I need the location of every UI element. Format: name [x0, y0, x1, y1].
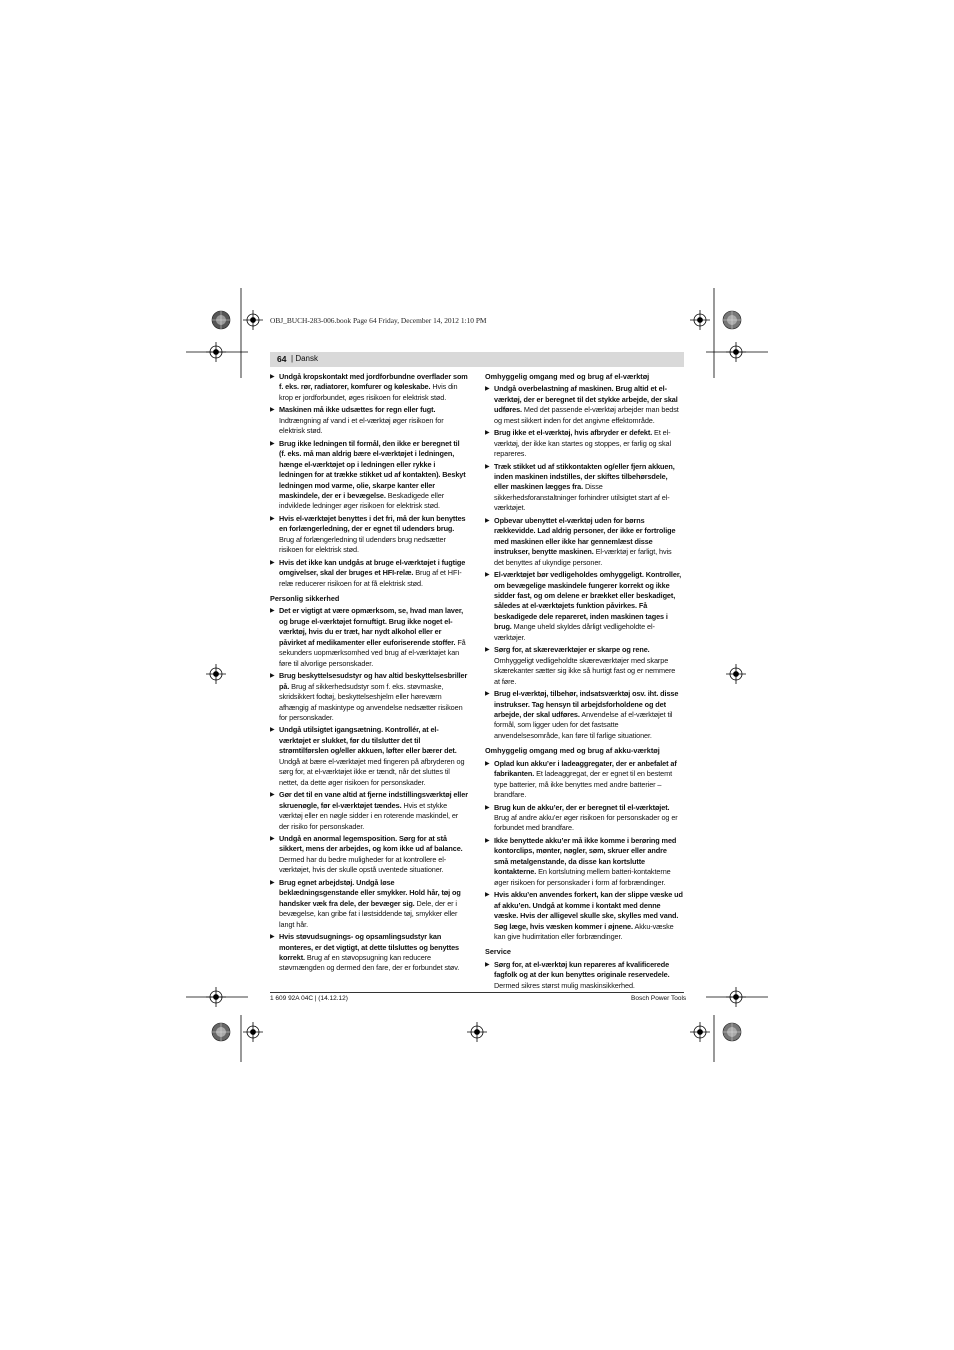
- item-explanation-text: Hvis et stykke værktøj eller en nøgle sidder i en roterende maskindel, er der risiko for personskader.: [279, 800, 459, 831]
- triangle-right-icon: ▶: [270, 727, 275, 734]
- color-target-icon: [722, 310, 742, 330]
- item-warning-text: Brug el-værktøj, tilbehør, indsatsværktøj osv. iht. disse instrukser. Tag hensyn til arbejdsforholdene og det arbejde, der skal udføres.: [494, 689, 679, 719]
- item-explanation-text: Indtrængning af vand i et el-værktøj øger risikoen for elektrisk stød.: [279, 415, 444, 436]
- item-warning-text: Brug ikke ledningen til formål, den ikke er beregnet til (f. eks. må man aldrig bære el-værktøjet i ledningen, hænge el-værktøjet op i ledningen eller rykke i ledningen for at trække stikket ud af kontakten). Beskyt ledningen mod varme, olie, skarpe kanter eller maskindele, der er i bevægelse.: [279, 438, 466, 500]
- item-explanation-text: Dermed sikres størst mulig maskinsikkerhed.: [494, 980, 635, 990]
- item-explanation-text: Et el-værktøj, der ikke kan startes og stoppes, er farlig og skal repareres.: [494, 428, 672, 459]
- safety-item: [270, 514, 468, 556]
- safety-item: [270, 558, 468, 589]
- registration-mark-icon: [690, 310, 710, 330]
- item-explanation-text: Brug af andre akku’er øger risikoen for personskader og er forbundet med brandfare.: [494, 813, 678, 833]
- footer-doc-id: 1 609 92A 04C | (14.12.12): [270, 995, 348, 1002]
- section-heading: Omhyggelig omgang med og brug af akku-værktøj: [485, 746, 660, 756]
- section-heading: Service: [485, 947, 511, 957]
- triangle-right-icon: ▶: [485, 386, 490, 393]
- footer-rule: [270, 992, 684, 993]
- safety-item: [485, 384, 683, 426]
- triangle-right-icon: ▶: [270, 407, 275, 414]
- triangle-right-icon: ▶: [270, 374, 275, 380]
- item-warning-text: Hvis støvudsugnings- og opsamlingsudstyr kan monteres, er det vigtigt, at dette tilsluttes og benyttes korrekt.: [279, 932, 459, 962]
- item-warning-text: Det er vigtigt at være opmærksom, se, hvad man laver, og bruge el-værktøjet fornuftigt. Brug ikke noget el-værktøj, hvis du er træt, har nydt alkohol eller er påvirket af medikamenter eller euforiserende stoffer.: [279, 606, 464, 647]
- item-warning-text: Undgå overbelastning af maskinen. Brug altid et el-værktøj, der er beregnet til det stykke arbejde, der skal udføres.: [494, 384, 678, 415]
- safety-item: [270, 878, 468, 930]
- safety-item: [270, 439, 468, 512]
- safety-item: [485, 462, 683, 514]
- triangle-right-icon: ▶: [485, 837, 490, 844]
- triangle-right-icon: ▶: [270, 673, 275, 680]
- triangle-right-icon: ▶: [485, 961, 490, 968]
- triangle-right-icon: ▶: [270, 440, 275, 447]
- triangle-right-icon: ▶: [270, 559, 275, 566]
- item-explanation-text: Brug af sikkerhedsudstyr som f. eks. støvmaske, skridsikkert fodtøj, beskyttelseshjelm eller høreværn afhængig af maskintype og anvendelse nedsætter risikoen for personskader.: [279, 681, 463, 722]
- safety-item: [485, 960, 683, 991]
- safety-item: [485, 759, 683, 801]
- triangle-right-icon: ▶: [270, 792, 275, 799]
- registration-mark-icon: [690, 1022, 710, 1042]
- left-column: [270, 372, 468, 976]
- item-warning-text: El-værktøjet bør vedligeholdes omhyggeligt. Kontroller, om bevægelige maskindele fungerer korrekt og ikke sidder fast, og om delene er brækket eller beskadiget, således at el-værktøjets funktion påvirkes. Få beskadigede dele repareret, inden maskinen tages i brug.: [494, 570, 682, 632]
- item-explanation-text: Få sekunders uopmærksomhed ved brug af el-værktøjet kan føre til alvorlige personskader.: [279, 637, 466, 668]
- safety-item: [485, 516, 683, 568]
- item-warning-text: Brug egnet arbejdstøj. Undgå løse beklædningsgenstande eller smykker. Hold hår, tøj og handsker væk fra dele, der bevæger sig.: [279, 877, 461, 908]
- safety-item: [485, 689, 683, 741]
- color-target-icon: [211, 1022, 231, 1042]
- triangle-right-icon: ▶: [485, 517, 490, 524]
- item-explanation-text: Med det passende el-værktøj arbejder man bedst og mest sikkert inden for det angivne effektområde.: [494, 405, 679, 425]
- registration-mark-icon: [243, 1022, 263, 1042]
- item-warning-text: Brug beskyttelsesudstyr og hav altid beskyttelsesbriller på.: [279, 671, 468, 691]
- registration-mark-icon: [726, 987, 746, 1007]
- triangle-right-icon: ▶: [485, 572, 490, 579]
- triangle-right-icon: ▶: [270, 934, 275, 941]
- triangle-right-icon: ▶: [270, 835, 275, 842]
- item-explanation-text: Disse sikkerhedsforanstaltninger forhindrer utilsigtet start af el-værktøjet.: [494, 482, 670, 513]
- item-warning-text: Opbevar ubenyttet el-værktøj uden for børns rækkevidde. Lad aldrig personer, der ikke er fortrolige med maskinen eller ikke har gennemlæst disse instrukser, benytte maskinen.: [494, 515, 676, 557]
- file-slug: OBJ_BUCH-283-006.book Page 64 Friday, December 14, 2012 1:10 PM: [270, 316, 487, 325]
- page-number: 64: [277, 354, 287, 364]
- item-explanation-text: Dermed har du bedre muligheder for at kontrollere el-værktøjet, hvis der skulle opstå uventede situationer.: [279, 854, 447, 875]
- safety-item: [485, 803, 683, 834]
- safety-item: [270, 834, 468, 876]
- item-warning-text: Brug ikke et el-værktøj, hvis afbryder er defekt.: [494, 428, 653, 438]
- item-warning-text: Hvis el-værktøjet benyttes i det fri, må der kun benyttes en forlængerledning, der er egnet til udendørs brug.: [279, 513, 466, 534]
- item-warning-text: Maskinen må ikke udsættes for regn eller fugt.: [279, 405, 436, 415]
- item-explanation-text: Anvendelse af el-værktøjet til formål, som ligger uden for det fastsatte anvendelsesområde, kan føre til farlige situationer.: [494, 710, 673, 740]
- registration-mark-icon: [243, 310, 263, 330]
- item-explanation-text: Dele, der er i bevægelse, kan gribe fat i løstsiddende tøj, smykker eller langt hår.: [279, 898, 458, 929]
- item-explanation-text: Hvis din krop er jordforbundet, øges risikoen for elektrisk stød.: [279, 382, 458, 402]
- safety-item: [485, 836, 683, 888]
- item-explanation-text: Brug af forlængerledning til udendørs brug nedsætter risikoen for elektrisk stød.: [279, 534, 446, 555]
- section-heading: Personlig sikkerhed: [270, 594, 340, 604]
- item-warning-text: Undgå en anormal legemsposition. Sørg for at stå sikkert, mens der arbejdes, og kom ikke ud af balance.: [279, 833, 463, 854]
- safety-item: [270, 790, 468, 832]
- triangle-right-icon: ▶: [270, 608, 275, 615]
- registration-mark-icon: [726, 664, 746, 684]
- item-warning-text: Ikke benyttede akku’er må ikke komme i berøring med kontorclips, mønter, nøgler, søm, skruer eller andre små metalgenstande, da disse kan kortslutte kontakterne.: [494, 835, 677, 877]
- safety-item: [270, 372, 468, 403]
- registration-mark-icon: [467, 1022, 487, 1042]
- item-warning-text: Undgå kropskontakt med jordforbundne overflader som f. eks. rør, radiatorer, komfurer og køleskabe.: [279, 372, 468, 392]
- safety-item: [270, 725, 468, 788]
- page-language: | Dansk: [291, 354, 318, 363]
- registration-mark-icon: [206, 342, 226, 362]
- item-warning-text: Hvis akku’en anvendes forkert, kan der slippe væske ud af akku’en. Undgå at komme i kontakt med denne væske. Hvis der alligevel skulle ske, skylles med vand. Søg læge, hvis væsken kommer i øjnene.: [494, 890, 683, 931]
- item-warning-text: Sørg for, at skæreværktøjer er skarpe og rene.: [494, 645, 650, 655]
- item-warning-text: Brug kun de akku’er, der er beregnet til el-værktøjet.: [494, 802, 670, 812]
- item-explanation-text: Omhyggeligt vedligeholdte skæreværktøjer med skarpe skærekanter sætter sig ikke så hurtigt fast og er nemmere at føre.: [494, 655, 676, 686]
- footer-brand: Bosch Power Tools: [631, 995, 687, 1002]
- item-warning-text: Oplad kun akku’er i ladeaggregater, der er anbefalet af fabrikanten.: [494, 758, 677, 779]
- item-explanation-text: En kortslutning mellem batteri-kontakterne øger risikoen for personskader i form af forbrændinger.: [494, 867, 671, 887]
- item-warning-text: Undgå utilsigtet igangsætning. Kontrollér, at el-værktøjet er slukket, før du tilslutter det til strømtilførslen og/eller akkuen, løfter eller bærer det.: [279, 725, 457, 756]
- safety-item: [485, 645, 683, 687]
- item-explanation-text: Brug af et HFI-relæ reducerer risikoen for at få elektrisk stød.: [279, 568, 462, 588]
- triangle-right-icon: ▶: [485, 892, 490, 899]
- triangle-right-icon: ▶: [485, 647, 490, 654]
- safety-item: [485, 890, 683, 942]
- triangle-right-icon: ▶: [270, 879, 275, 886]
- section-heading: Omhyggelig omgang med og brug af el-værktøj: [485, 372, 650, 381]
- safety-item: [270, 405, 468, 436]
- triangle-right-icon: ▶: [485, 463, 490, 470]
- registration-mark-icon: [206, 664, 226, 684]
- color-target-icon: [722, 1022, 742, 1042]
- triangle-right-icon: ▶: [270, 515, 275, 522]
- right-column: [485, 372, 683, 993]
- item-explanation-text: Brug af en støvopsugning kan reducere støvmængden og dermed den fare, der er forbundet støv.: [279, 952, 460, 973]
- item-warning-text: Sørg for, at el-værktøj kun repareres af kvalificerede fagfolk og at der kun benyttes originale reservedele.: [494, 959, 670, 980]
- item-explanation-text: Et ladeaggregat, der er egnet til en bestemt type batterier, må ikke benyttes med andre batterier – brandfare.: [494, 769, 673, 800]
- item-warning-text: Hvis det ikke kan undgås at bruge el-værktøjet i fugtige omgivelser, skal der bruges et HFI-relæ.: [279, 557, 466, 578]
- item-explanation-text: Undgå at bære el-værktøjet med fingeren på afbryderen og sørg for, at el-værktøjet ikke er tændt, når det sluttes til nettet, da dette øger risikoen for personskader.: [279, 756, 465, 787]
- color-target-icon: [211, 310, 231, 330]
- item-explanation-text: El-værktøj er farligt, hvis det benyttes af ukyndige personer.: [494, 547, 672, 567]
- safety-item: [270, 671, 468, 723]
- safety-item: [485, 570, 683, 643]
- triangle-right-icon: ▶: [485, 760, 490, 767]
- item-warning-text: Gør det til en vane altid at fjerne indstillingsværktøj eller skruenøgle, før el-værktøjet tændes.: [279, 790, 468, 810]
- safety-item: [270, 932, 468, 974]
- safety-item: [270, 606, 468, 669]
- registration-mark-icon: [206, 987, 226, 1007]
- language-label: Dansk: [295, 354, 318, 363]
- item-explanation-text: Akku-væske kan give hudirritation eller forbrændinger.: [494, 921, 674, 942]
- item-explanation-text: Beskadigede eller indviklede ledninger øger risikoen for elektrisk stød.: [279, 490, 445, 511]
- registration-mark-icon: [726, 342, 746, 362]
- item-warning-text: Træk stikket ud af stikkontakten og/eller fjern akkuen, inden maskinen indstilles, der skiftes tilbehørsdele, eller maskinen lægges fra.: [494, 461, 675, 492]
- safety-item: [485, 428, 683, 459]
- page-header: [270, 352, 684, 367]
- triangle-right-icon: ▶: [485, 804, 490, 811]
- item-explanation-text: Mange uheld skyldes dårligt vedligeholdte el-værktøjer.: [494, 622, 655, 642]
- triangle-right-icon: ▶: [485, 430, 490, 437]
- triangle-right-icon: ▶: [485, 691, 490, 698]
